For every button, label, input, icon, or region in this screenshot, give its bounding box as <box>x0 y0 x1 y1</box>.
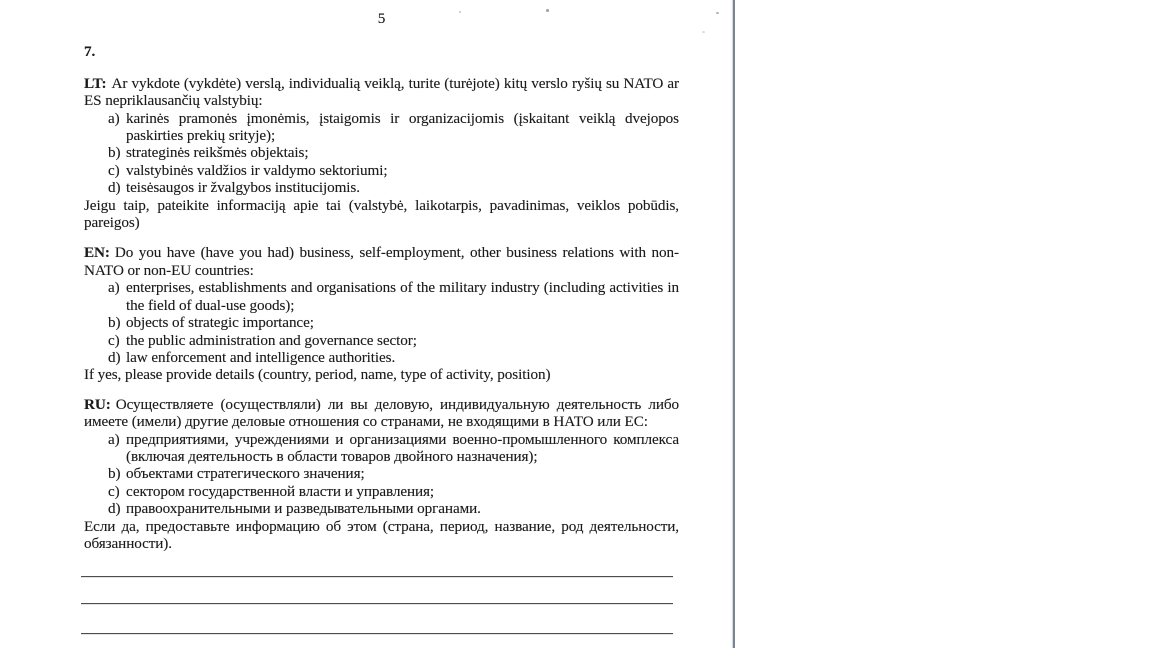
item-marker: b) <box>108 465 121 483</box>
language-label-lt: LT: <box>84 74 107 92</box>
answer-blank-line-1 <box>81 576 673 577</box>
question-number: 7. <box>84 43 96 61</box>
list-item <box>84 279 679 314</box>
list-item <box>84 144 679 161</box>
scan-speck <box>702 31 705 33</box>
section-footer: Если да, предоставьте информацию об этом (страна, период, название, род деятельности, обязанности). <box>84 517 679 552</box>
item-text: strateginės reikšmės objektais; <box>126 144 309 162</box>
item-marker: c) <box>108 331 120 349</box>
list-item <box>84 465 679 482</box>
list-item <box>84 349 679 366</box>
item-marker: d) <box>108 500 121 518</box>
section-footer: Jeigu taip, pateikite informaciją apie tai (valstybė, laikotarpis, pavadinimas, veiklos pobūdis, pareigos) <box>84 196 679 232</box>
item-text: правоохранительными и разведывательными органами. <box>126 500 481 518</box>
section-english <box>84 244 679 383</box>
item-marker: d) <box>108 348 121 366</box>
item-text: law enforcement and intelligence authorities. <box>126 348 396 366</box>
item-text: karinės pramonės įmonėmis, įstaigomis ir organizacijomis (įskaitant veiklą dvejopos paskirties prekių srityje); <box>126 109 679 145</box>
list-item <box>84 500 679 517</box>
section-lithuanian <box>84 75 679 232</box>
language-label-ru: RU: <box>84 395 111 413</box>
item-marker: c) <box>108 482 120 500</box>
item-text: предприятиями, учреждениями и организациями военно-промышленного комплекса (включая деятельность в области товаров двойного назначения); <box>126 430 679 465</box>
item-text: сектором государственной власти и управления; <box>126 482 435 500</box>
list-item <box>84 314 679 331</box>
list-item <box>84 431 679 466</box>
item-marker: d) <box>108 179 121 197</box>
list-item <box>84 483 679 500</box>
section-russian <box>84 396 679 553</box>
item-marker: a) <box>108 279 120 297</box>
list-item <box>84 162 679 179</box>
item-marker: b) <box>108 314 121 332</box>
item-text: objects of strategic importance; <box>126 314 314 332</box>
item-marker: a) <box>108 109 120 127</box>
section-footer: If yes, please provide details (country, period, name, type of activity, position) <box>84 366 551 384</box>
scan-speck <box>459 11 461 13</box>
scan-artifact-page-edge-line <box>733 0 735 648</box>
item-marker: a) <box>108 430 120 448</box>
document-content <box>84 4 679 552</box>
item-text: the public administration and governance sector; <box>126 331 417 349</box>
item-marker: c) <box>108 161 120 179</box>
list-item <box>84 110 679 145</box>
item-text: объектами стратегического значения; <box>126 465 365 483</box>
list-item <box>84 179 679 196</box>
section-intro-text: Do you have (have you had) business, self-employment, other business relations with non-NATO or non-EU countries: <box>84 244 679 279</box>
item-text: valstybinės valdžios ir valdymo sektoriumi; <box>126 161 388 179</box>
item-text: teisėsaugos ir žvalgybos institucijomis. <box>126 179 360 197</box>
section-intro <box>84 244 679 279</box>
list-item <box>84 332 679 349</box>
section-intro-text: Осуществляете (осуществляли) ли вы деловую, индивидуальную деятельность либо имеете (имели) другие деловые отношения со странами, не входящими в НАТО или ЕС: <box>84 395 679 431</box>
section-intro <box>84 75 679 110</box>
answer-blank-line-2 <box>81 603 673 604</box>
section-intro <box>84 396 679 431</box>
item-marker: b) <box>108 144 121 162</box>
page-number: 5 <box>377 10 386 27</box>
item-text: enterprises, establishments and organisations of the military industry (including activities in the field of dual-use goods); <box>126 279 679 314</box>
scan-speck <box>546 9 549 12</box>
language-label-en: EN: <box>84 244 110 262</box>
answer-blank-line-3 <box>81 633 673 634</box>
section-intro-text: Ar vykdote (vykdėte) verslą, individualią veiklą, turite (turėjote) kitų verslo ryšių su NATO ar ES nepriklausančių valstybių: <box>84 74 679 110</box>
scan-speck <box>716 12 719 14</box>
